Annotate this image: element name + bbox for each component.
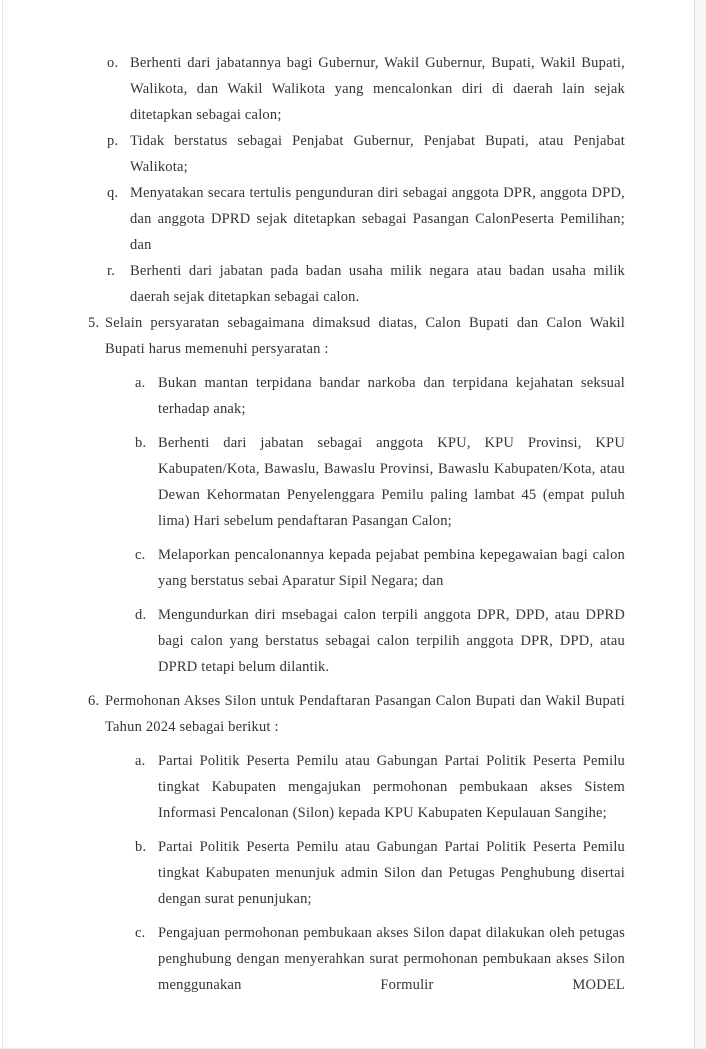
sub-item-marker: b. — [135, 435, 147, 451]
list-item-p — [0, 128, 706, 180]
list-item-text: Menyatakan secara tertulis pengunduran diri sebagai anggota DPR, anggota DPD, dan anggota DPRD sejak ditetapkan sebagai Pasangan CalonPeserta Pemilihan; dan — [130, 185, 625, 253]
sub-item-text: Pengajuan permohonan pembukaan akses Silon dapat dilakukan oleh petugas penghubung dengan menyerahkan surat permohonan pembukaan akses Silon menggunakan Formulir MODEL — [158, 925, 625, 993]
sub-item-text: Mengundurkan diri msebagai calon terpili anggota DPR, DPD, atau DPRD bagi calon yang berstatus sebagai calon terpilih anggota DPR, DPD, atau DPRD tetapi belum dilantik. — [158, 607, 625, 675]
sub-item-marker: d. — [135, 607, 147, 623]
list-item-marker: r. — [107, 263, 116, 279]
numbered-item-6 — [0, 688, 706, 740]
sub-item-5d — [0, 602, 706, 680]
list-item-text: Tidak berstatus sebagai Penjabat Gubernur, Penjabat Bupati, atau Penjabat Walikota; — [130, 133, 625, 175]
numbered-item-marker: 6. — [88, 693, 100, 709]
sub-item-text: Partai Politik Peserta Pemilu atau Gabungan Partai Politik Peserta Pemilu tingkat Kabupaten mengajukan permohonan pembukaan akses Sistem Informasi Pencalonan (Silon) kepada KPU Kabupaten Kepulauan Sangihe; — [158, 753, 625, 821]
sub-item-marker: b. — [135, 839, 147, 855]
list-item-text: Berhenti dari jabatannya bagi Gubernur, Wakil Gubernur, Bupati, Wakil Bupati, Walikota, dan Wakil Walikota yang mencalonkan diri di daerah lain sejak ditetapkan sebagai calon; — [130, 55, 625, 123]
numbered-item-text: Selain persyaratan sebagaimana dimaksud diatas, Calon Bupati dan Calon Wakil Bupati harus memenuhi persyaratan : — [105, 315, 625, 357]
sub-item-5a — [0, 370, 706, 422]
sub-item-marker: a. — [135, 753, 146, 769]
list-item-o — [0, 50, 706, 128]
list-item-marker: q. — [107, 185, 119, 201]
sub-item-text: Melaporkan pencalonannya kepada pejabat pembina kepegawaian bagi calon yang berstatus sebai Aparatur Sipil Negara; dan — [158, 547, 625, 589]
numbered-item-marker: 5. — [88, 315, 100, 331]
sub-item-6c — [0, 920, 706, 998]
sub-item-marker: a. — [135, 375, 146, 391]
list-item-text: Berhenti dari jabatan pada badan usaha milik negara atau badan usaha milik daerah sejak ditetapkan sebagai calon. — [130, 263, 625, 305]
numbered-item-5 — [0, 310, 706, 362]
sub-item-text: Partai Politik Peserta Pemilu atau Gabungan Partai Politik Peserta Pemilu tingkat Kabupaten menunjuk admin Silon dan Petugas Penghubung disertai dengan surat penunjukan; — [158, 839, 625, 907]
sub-item-6a — [0, 748, 706, 826]
sub-item-5b — [0, 430, 706, 534]
list-item-r — [0, 258, 706, 310]
sub-item-text: Bukan mantan terpidana bandar narkoba dan terpidana kejahatan seksual terhadap anak; — [158, 375, 625, 417]
sub-item-marker: c. — [135, 925, 146, 941]
list-item-q — [0, 180, 706, 258]
numbered-item-text: Permohonan Akses Silon untuk Pendaftaran Pasangan Calon Bupati dan Wakil Bupati Tahun 2024 sebagai berikut : — [105, 693, 625, 735]
list-item-marker: p. — [107, 133, 119, 149]
sub-item-6b — [0, 834, 706, 912]
sub-item-5c — [0, 542, 706, 594]
sub-item-marker: c. — [135, 547, 146, 563]
list-item-marker: o. — [107, 55, 119, 71]
sub-item-text: Berhenti dari jabatan sebagai anggota KPU, KPU Provinsi, KPU Kabupaten/Kota, Bawaslu, Bawaslu Provinsi, Bawaslu Kabupaten/Kota, atau Dewan Kehormatan Penyelenggara Pemilu paling lambat 45 (empat puluh lima) Hari sebelum pendaftaran Pasangan Calon; — [158, 435, 625, 529]
